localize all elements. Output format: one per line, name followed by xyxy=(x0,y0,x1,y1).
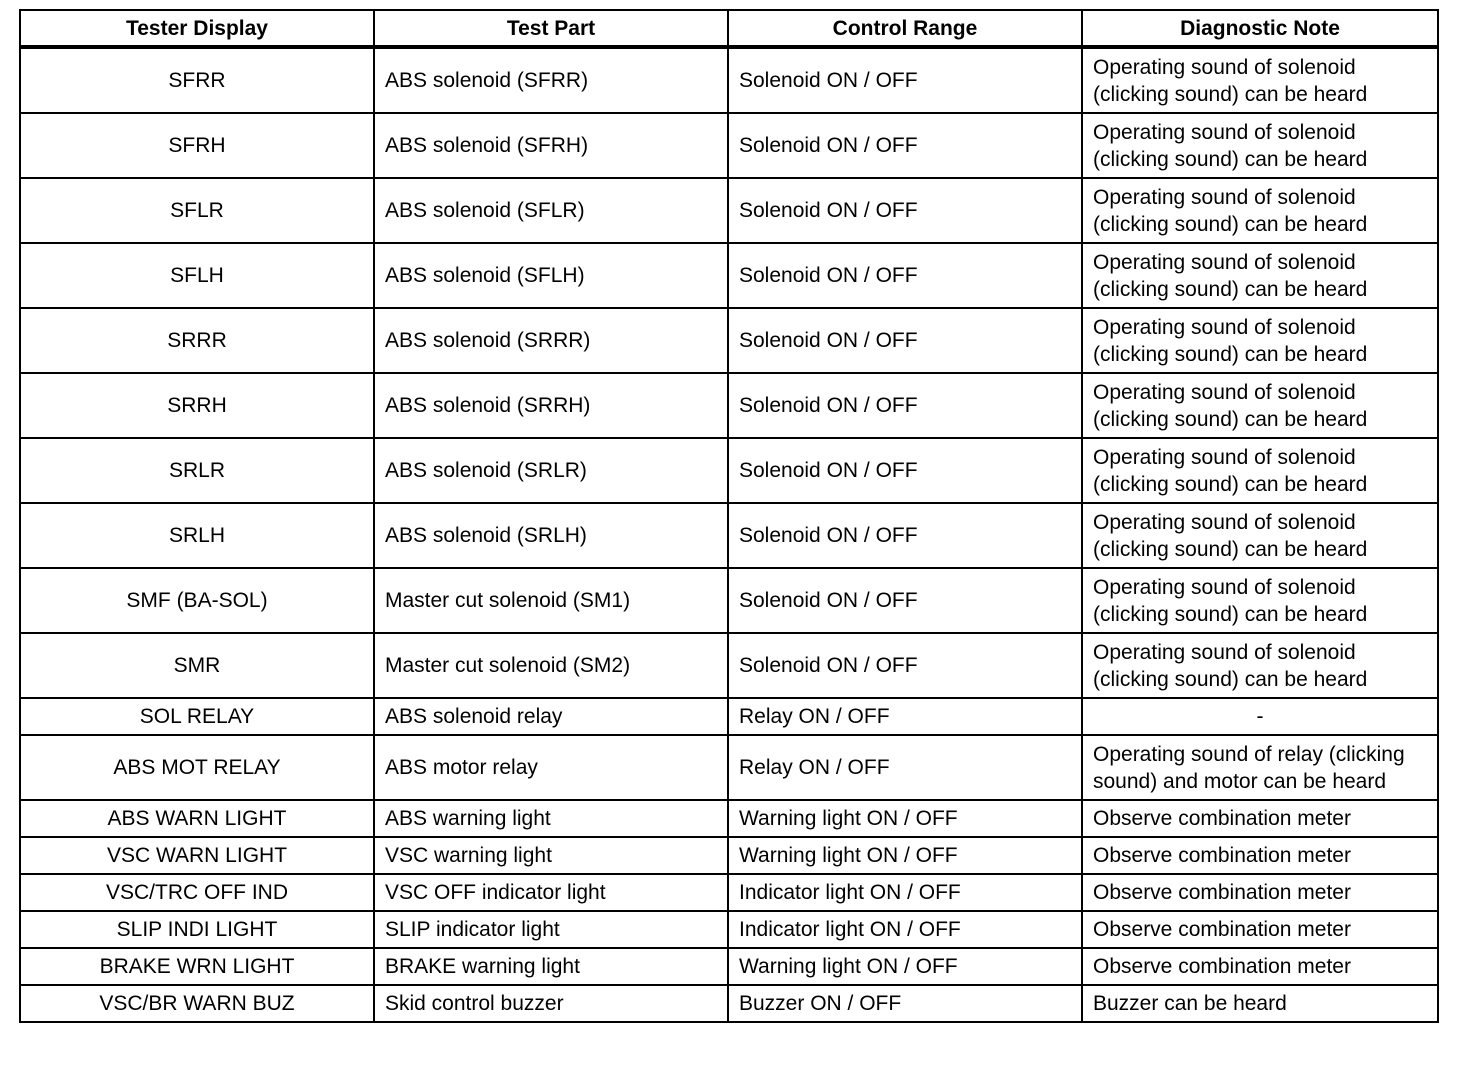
diagnostic-note-line: (clicking sound) can be heard xyxy=(1093,147,1368,171)
diagnostic-note-line: (clicking sound) can be heard xyxy=(1093,537,1368,561)
diagnostic-note-line: Operating sound of solenoid xyxy=(1093,445,1356,469)
tester-display-cell: SLIP INDI LIGHT xyxy=(20,911,374,948)
test-part-cell: ABS solenoid (SFLH) xyxy=(374,243,728,308)
table-row xyxy=(20,985,1438,1022)
tester-display-cell: SFRH xyxy=(20,113,374,178)
control-range-cell: Solenoid ON / OFF xyxy=(728,113,1082,178)
table-row xyxy=(20,243,1438,308)
diagnostic-note-cell xyxy=(1082,243,1438,308)
diagnostic-note-line: Observe combination meter xyxy=(1093,918,1351,941)
diagnostic-note-line: (clicking sound) can be heard xyxy=(1093,667,1368,691)
table-row xyxy=(20,911,1438,948)
test-part-cell: ABS solenoid (SFRH) xyxy=(374,113,728,178)
header-tester-display: Tester Display xyxy=(20,10,374,47)
diagnostic-note-line: - xyxy=(1256,705,1264,728)
header-row xyxy=(20,10,1438,47)
table-row xyxy=(20,633,1438,698)
diagnostic-note-line: Operating sound of solenoid xyxy=(1093,640,1356,664)
diagnostic-note-line: (clicking sound) can be heard xyxy=(1093,407,1368,431)
diagnostic-note-line: (clicking sound) can be heard xyxy=(1093,602,1368,626)
diagnostic-note-line: (clicking sound) can be heard xyxy=(1093,212,1368,236)
table-row xyxy=(20,735,1438,800)
control-range-cell: Solenoid ON / OFF xyxy=(728,308,1082,373)
diagnostic-note-line: Operating sound of solenoid xyxy=(1093,185,1356,209)
diagnostic-note-cell xyxy=(1082,735,1438,800)
diagnostic-note-line: Observe combination meter xyxy=(1093,955,1351,978)
tester-display-cell: SRLR xyxy=(20,438,374,503)
control-range-cell: Warning light ON / OFF xyxy=(728,837,1082,874)
diagnostic-note-cell xyxy=(1082,698,1438,735)
test-part-cell: ABS solenoid (SRLR) xyxy=(374,438,728,503)
diagnostic-note-line: (clicking sound) can be heard xyxy=(1093,277,1368,301)
tester-display-cell: VSC/TRC OFF IND xyxy=(20,874,374,911)
diagnostic-note-line: Observe combination meter xyxy=(1093,844,1351,867)
table-body xyxy=(20,47,1438,1022)
diagnostic-note-cell xyxy=(1082,308,1438,373)
control-range-cell: Relay ON / OFF xyxy=(728,698,1082,735)
control-range-cell: Solenoid ON / OFF xyxy=(728,503,1082,568)
table-row xyxy=(20,800,1438,837)
tester-display-cell: SFLR xyxy=(20,178,374,243)
diagnostic-note-cell xyxy=(1082,178,1438,243)
tester-display-cell: ABS WARN LIGHT xyxy=(20,800,374,837)
diagnostic-note-line: Operating sound of solenoid xyxy=(1093,55,1356,79)
diagnostic-note-line: Operating sound of solenoid xyxy=(1093,315,1356,339)
tester-display-cell: SMF (BA-SOL) xyxy=(20,568,374,633)
diagnostic-note-cell xyxy=(1082,373,1438,438)
diagnostic-note-cell xyxy=(1082,113,1438,178)
control-range-cell: Relay ON / OFF xyxy=(728,735,1082,800)
tester-display-cell: SOL RELAY xyxy=(20,698,374,735)
diagnostic-note-line: Operating sound of solenoid xyxy=(1093,510,1356,534)
diagnostic-note-cell xyxy=(1082,874,1438,911)
control-range-cell: Solenoid ON / OFF xyxy=(728,568,1082,633)
test-part-cell: Skid control buzzer xyxy=(374,985,728,1022)
diagnostic-note-cell xyxy=(1082,985,1438,1022)
tester-display-cell: BRAKE WRN LIGHT xyxy=(20,948,374,985)
diagnostic-note-cell xyxy=(1082,948,1438,985)
tester-display-cell: ABS MOT RELAY xyxy=(20,735,374,800)
test-part-cell: ABS solenoid relay xyxy=(374,698,728,735)
table-row xyxy=(20,948,1438,985)
control-range-cell: Solenoid ON / OFF xyxy=(728,373,1082,438)
header-control-range: Control Range xyxy=(728,10,1082,47)
diagnostic-note-cell xyxy=(1082,47,1438,113)
test-part-cell: ABS solenoid (SRRH) xyxy=(374,373,728,438)
diagnostic-note-cell xyxy=(1082,911,1438,948)
test-part-cell: ABS motor relay xyxy=(374,735,728,800)
diagnostic-note-line: (clicking sound) can be heard xyxy=(1093,472,1368,496)
table-row xyxy=(20,113,1438,178)
control-range-cell: Indicator light ON / OFF xyxy=(728,911,1082,948)
test-part-cell: ABS solenoid (SRRR) xyxy=(374,308,728,373)
test-part-cell: Master cut solenoid (SM1) xyxy=(374,568,728,633)
table-row xyxy=(20,373,1438,438)
test-part-cell: ABS warning light xyxy=(374,800,728,837)
diagnostic-note-line: Buzzer can be heard xyxy=(1093,992,1287,1015)
table-row xyxy=(20,47,1438,113)
header-diagnostic-note: Diagnostic Note xyxy=(1082,10,1438,47)
test-part-cell: ABS solenoid (SFLR) xyxy=(374,178,728,243)
diagnostic-note-cell xyxy=(1082,503,1438,568)
control-range-cell: Indicator light ON / OFF xyxy=(728,874,1082,911)
diagnostic-note-line: (clicking sound) can be heard xyxy=(1093,82,1368,106)
table-row xyxy=(20,308,1438,373)
tester-display-cell: SRLH xyxy=(20,503,374,568)
diagnostic-note-line: (clicking sound) can be heard xyxy=(1093,342,1368,366)
test-part-cell: SLIP indicator light xyxy=(374,911,728,948)
control-range-cell: Warning light ON / OFF xyxy=(728,948,1082,985)
table-row xyxy=(20,503,1438,568)
diagnostic-note-line: Operating sound of solenoid xyxy=(1093,575,1356,599)
test-part-cell: VSC warning light xyxy=(374,837,728,874)
control-range-cell: Solenoid ON / OFF xyxy=(728,47,1082,113)
test-part-cell: ABS solenoid (SRLH) xyxy=(374,503,728,568)
tester-display-cell: VSC WARN LIGHT xyxy=(20,837,374,874)
control-range-cell: Warning light ON / OFF xyxy=(728,800,1082,837)
diagnostic-note-line: Operating sound of solenoid xyxy=(1093,380,1356,404)
tester-display-cell: SRRH xyxy=(20,373,374,438)
diagnostic-note-cell xyxy=(1082,568,1438,633)
diagnostic-note-cell xyxy=(1082,438,1438,503)
tester-display-cell: SMR xyxy=(20,633,374,698)
header-test-part: Test Part xyxy=(374,10,728,47)
test-part-cell: VSC OFF indicator light xyxy=(374,874,728,911)
table-row xyxy=(20,874,1438,911)
control-range-cell: Solenoid ON / OFF xyxy=(728,438,1082,503)
tester-display-cell: VSC/BR WARN BUZ xyxy=(20,985,374,1022)
diagnostic-note-line: Observe combination meter xyxy=(1093,807,1351,830)
diagnostic-note-line: Observe combination meter xyxy=(1093,881,1351,904)
table-row xyxy=(20,837,1438,874)
table-row xyxy=(20,438,1438,503)
active-test-table xyxy=(19,9,1439,1023)
control-range-cell: Solenoid ON / OFF xyxy=(728,178,1082,243)
diagnostic-note-cell xyxy=(1082,800,1438,837)
diagnostic-note-cell xyxy=(1082,837,1438,874)
diagnostic-note-line: sound) and motor can be heard xyxy=(1093,769,1387,793)
tester-display-cell: SFRR xyxy=(20,47,374,113)
table-row xyxy=(20,698,1438,735)
test-part-cell: BRAKE warning light xyxy=(374,948,728,985)
diagnostic-note-line: Operating sound of solenoid xyxy=(1093,120,1356,144)
control-range-cell: Buzzer ON / OFF xyxy=(728,985,1082,1022)
control-range-cell: Solenoid ON / OFF xyxy=(728,633,1082,698)
test-part-cell: ABS solenoid (SFRR) xyxy=(374,47,728,113)
test-part-cell: Master cut solenoid (SM2) xyxy=(374,633,728,698)
tester-display-cell: SFLH xyxy=(20,243,374,308)
diagnostic-note-cell xyxy=(1082,633,1438,698)
tester-display-cell: SRRR xyxy=(20,308,374,373)
table-row xyxy=(20,568,1438,633)
control-range-cell: Solenoid ON / OFF xyxy=(728,243,1082,308)
diagnostic-note-line: Operating sound of relay (clicking xyxy=(1093,742,1405,766)
table-row xyxy=(20,178,1438,243)
diagnostic-note-line: Operating sound of solenoid xyxy=(1093,250,1356,274)
